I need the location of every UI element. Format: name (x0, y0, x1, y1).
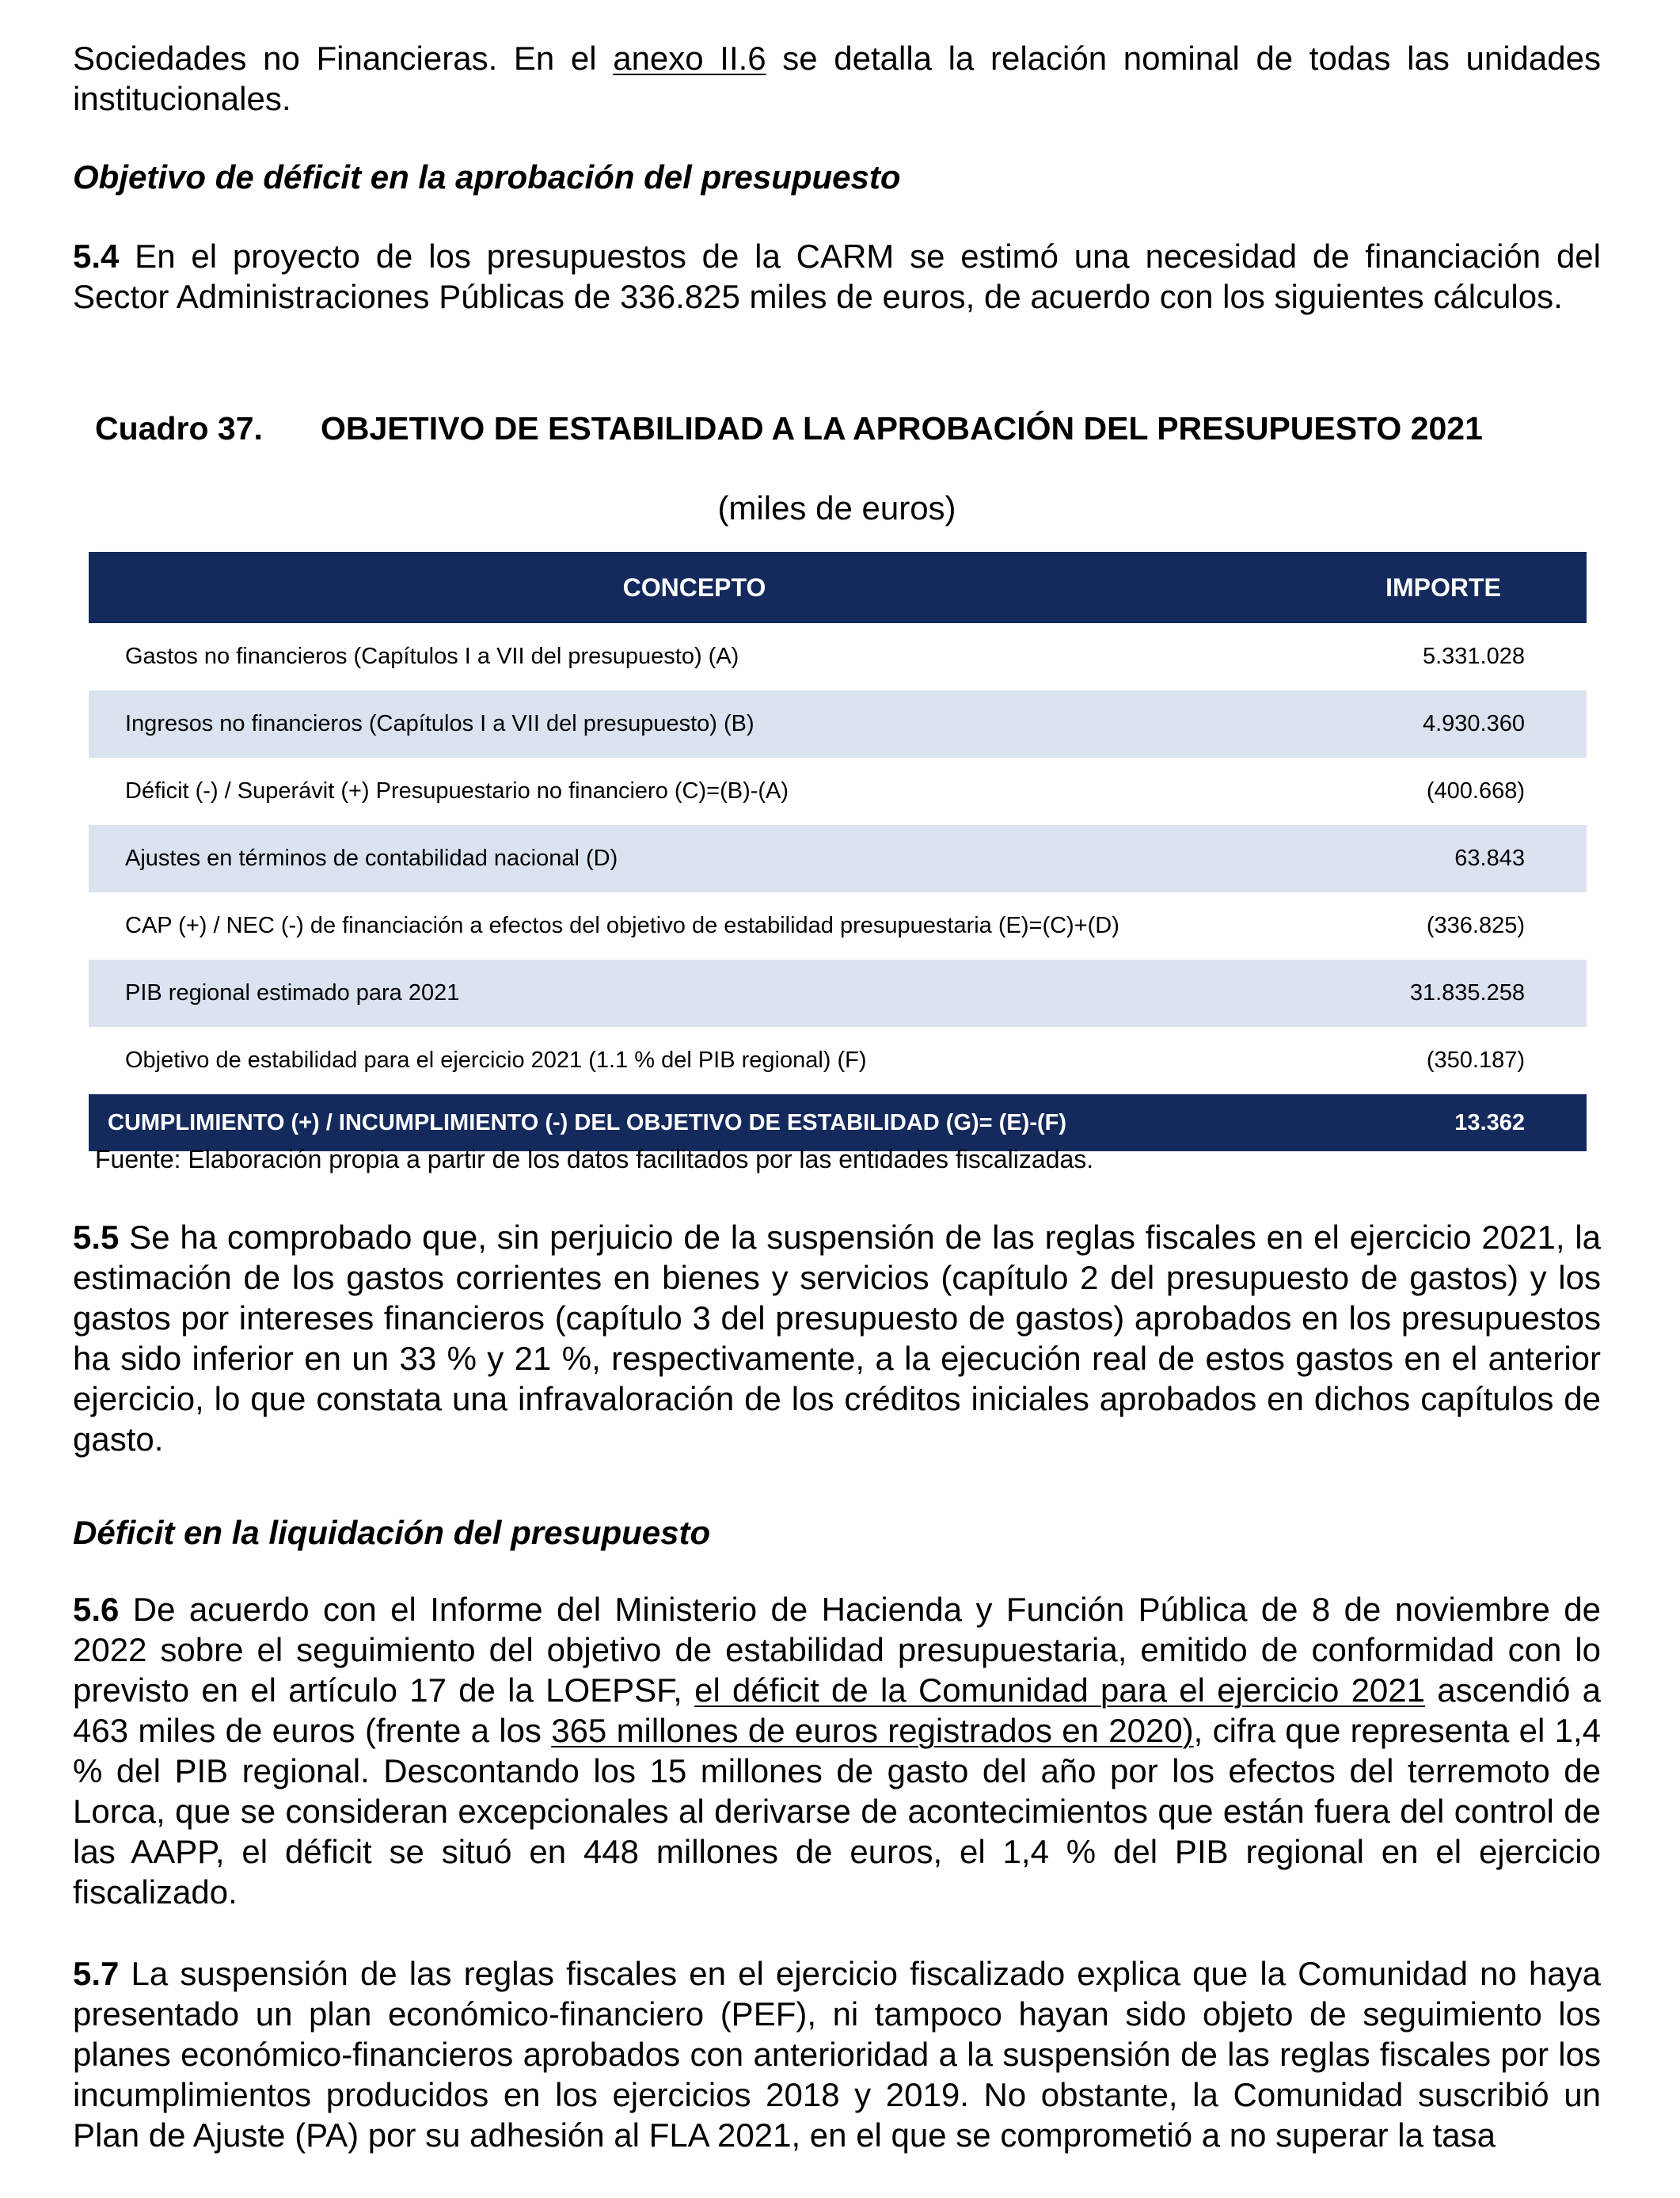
paragraph-text-1: De acuerdo con el Informe del Ministerio de Hacienda y Función Pública de 8 de noviembre de 2022 sobre el seguimiento del objetivo de estabilidad presupuestaria, emitido de conformidad con lo previsto en el artículo 17 de la LOEPSF, (73, 1591, 1601, 1709)
row-amount: 5.331.028 (1422, 644, 1525, 669)
header-concept: CONCEPTO (89, 552, 1300, 623)
row-concept: Ajustes en términos de contabilidad nacional (D) (89, 825, 1300, 892)
table-row (89, 892, 1587, 960)
table-units: (miles de euros) (717, 489, 956, 527)
row-concept: CAP (+) / NEC (-) de financiación a efectos del objetivo de estabilidad presupuestaria (E)=(C)+(D) (125, 913, 1119, 938)
paragraph-5-7 (73, 1953, 1601, 2155)
table-row (89, 623, 1587, 690)
paragraph-text-3: , cifra que representa el 1,4 % del PIB regional. Descontando los 15 millones de gasto del año por los efectos del terremoto de Lorca, que se consideran excepcionales al derivarse de acontecimientos que están fuera del control de las AAPP, el déficit se situó en 448 millones de euros, el 1,4 % del PIB regional en el ejercicio fiscalizado. (73, 1712, 1601, 1911)
table-label: Cuadro 37. (95, 410, 263, 447)
paragraph-5-5 (73, 1217, 1601, 1459)
paragraph-5-6 (73, 1589, 1601, 1912)
intro-text-end: se detalla la relación nominal de todas las unidades institucionales. (73, 40, 1601, 117)
underlined-deficit-2020: 365 millones de euros registrados en 2020) (551, 1712, 1194, 1749)
intro-paragraph (73, 38, 1601, 119)
table-row (89, 825, 1587, 892)
row-amount: 4.930.360 (1300, 690, 1587, 758)
row-concept: Ingresos no financieros (Capítulos I a VII del presupuesto) (B) (89, 690, 1300, 758)
stability-objective-table (89, 552, 1587, 1151)
table-title (95, 410, 1483, 447)
row-amount: (350.187) (1426, 1048, 1525, 1073)
table-row (89, 690, 1587, 758)
table-row (89, 1027, 1587, 1094)
paragraph-number: 5.4 (73, 238, 120, 275)
table-row (89, 960, 1587, 1027)
heading-deficit-objective: Objetivo de déficit en la aprobación del presupuesto (73, 158, 901, 196)
paragraph-5-4 (73, 236, 1601, 317)
table-header-row (89, 552, 1587, 623)
paragraph-text: Se ha comprobado que, sin perjuicio de la suspensión de las reglas fiscales en el ejercicio 2021, la estimación de los gastos corrientes en bienes y servicios (capítulo 2 del presupuesto de gastos) y los gastos por intereses financieros (capítulo 3 del presupuesto de gastos) aprobados en los presupuestos ha sido inferior en un 33 % y 21 %, respectivamente, a la ejecución real de estos gastos en el anterior ejercicio, lo que constata una infravaloración de los créditos iniciales aprobados en dichos capítulos de gasto. (73, 1219, 1601, 1458)
total-concept: CUMPLIMIENTO (+) / INCUMPLIMIENTO (-) DEL OBJETIVO DE ESTABILIDAD (G)= (E)-(F) (89, 1094, 1300, 1151)
annex-link[interactable]: anexo II.6 (613, 40, 766, 77)
row-concept: Gastos no financieros (Capítulos I a VII del presupuesto) (A) (125, 644, 739, 669)
row-amount: 63.843 (1300, 825, 1587, 892)
paragraph-text: En el proyecto de los presupuestos de la CARM se estimó una necesidad de financiación del Sector Administraciones Públicas de 336.825 miles de euros, de acuerdo con los siguientes cálculos. (73, 238, 1601, 315)
row-concept: Déficit (-) / Superávit (+) Presupuestario no financiero (C)=(B)-(A) (125, 778, 789, 804)
paragraph-text: La suspensión de las reglas fiscales en el ejercicio fiscalizado explica que la Comunidad no haya presentado un plan económico-financiero (PEF), ni tampoco hayan sido objeto de seguimiento los planes económico-financieros aprobados con anterioridad a la suspensión de las reglas fiscales por los incumplimientos producidos en los ejercicios 2018 y 2019. No obstante, la Comunidad suscribió un Plan de Ajuste (PA) por su adhesión al FLA 2021, en el que se comprometió a no superar la tasa (73, 1955, 1601, 2154)
underlined-deficit-2021: el déficit de la Comunidad para el ejercicio 2021 (694, 1671, 1425, 1709)
row-concept: Objetivo de estabilidad para el ejercicio 2021 (1.1 % del PIB regional) (F) (125, 1048, 867, 1073)
intro-text-start: Sociedades no Financieras. En el (73, 40, 614, 77)
row-concept: PIB regional estimado para 2021 (89, 960, 1300, 1027)
row-amount: (400.668) (1426, 778, 1525, 804)
paragraph-number: 5.5 (73, 1219, 120, 1256)
header-amount: IMPORTE (1300, 552, 1587, 623)
table-row (89, 758, 1587, 825)
table-source-note: Fuente: Elaboración propia a partir de los datos facilitados por las entidades fiscalizadas. (95, 1145, 1094, 1173)
paragraph-text-2: ascendió a 463 miles de euros (frente a los (73, 1671, 1601, 1749)
table-total-row (89, 1094, 1587, 1151)
paragraph-number: 5.6 (73, 1591, 120, 1628)
row-amount: 31.835.258 (1300, 960, 1587, 1027)
total-amount: 13.362 (1300, 1094, 1587, 1151)
heading-liquidation-deficit: Déficit en la liquidación del presupuesto (73, 1514, 711, 1551)
row-amount: (336.825) (1426, 913, 1525, 938)
table-title-text: OBJETIVO DE ESTABILIDAD A LA APROBACIÓN DEL PRESUPUESTO 2021 (321, 410, 1483, 447)
paragraph-number: 5.7 (73, 1955, 120, 1992)
